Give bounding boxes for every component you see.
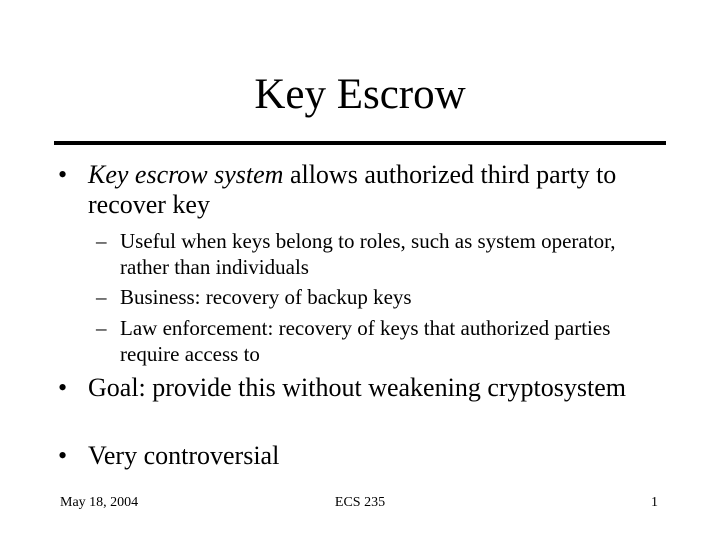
sub-bullet-2-text: Business: recovery of backup keys <box>120 285 412 309</box>
footer-date: May 18, 2004 <box>60 495 139 510</box>
sub-bullet-2-marker: – <box>96 285 107 309</box>
bullet-2-text: Goal: provide this without weakening cryptosystem <box>88 373 626 402</box>
sub-bullet-3-text: Law enforcement: recovery of keys that authorized parties require access to <box>120 316 611 366</box>
sub-bullet-2 <box>96 284 656 310</box>
sub-bullet-1-text: Useful when keys belong to roles, such as system operator, rather than individuals <box>120 229 616 279</box>
bullet-1-marker: • <box>58 160 68 189</box>
sub-bullet-1 <box>96 228 656 280</box>
footer-course: ECS 235 <box>334 495 386 510</box>
bullet-1-text <box>58 160 678 220</box>
bullet-1 <box>58 160 678 220</box>
bullet-3 <box>58 441 678 471</box>
sub-bullet-1-marker: – <box>96 229 107 253</box>
bullet-3-text: Very controversial <box>88 441 280 470</box>
bullet-1-rest: allows authorized third party to recover key <box>88 160 617 219</box>
bullet-3-marker: • <box>58 441 68 470</box>
bullet-2 <box>58 373 678 403</box>
title-underline <box>54 141 666 145</box>
bullet-1-emphasis: Key escrow system <box>88 160 284 189</box>
slide-title: Key Escrow <box>254 71 466 118</box>
footer-page-number: 1 <box>651 495 658 510</box>
bullet-2-marker: • <box>58 373 68 402</box>
sub-bullet-3 <box>96 315 656 367</box>
sub-bullet-3-marker: – <box>96 316 107 340</box>
